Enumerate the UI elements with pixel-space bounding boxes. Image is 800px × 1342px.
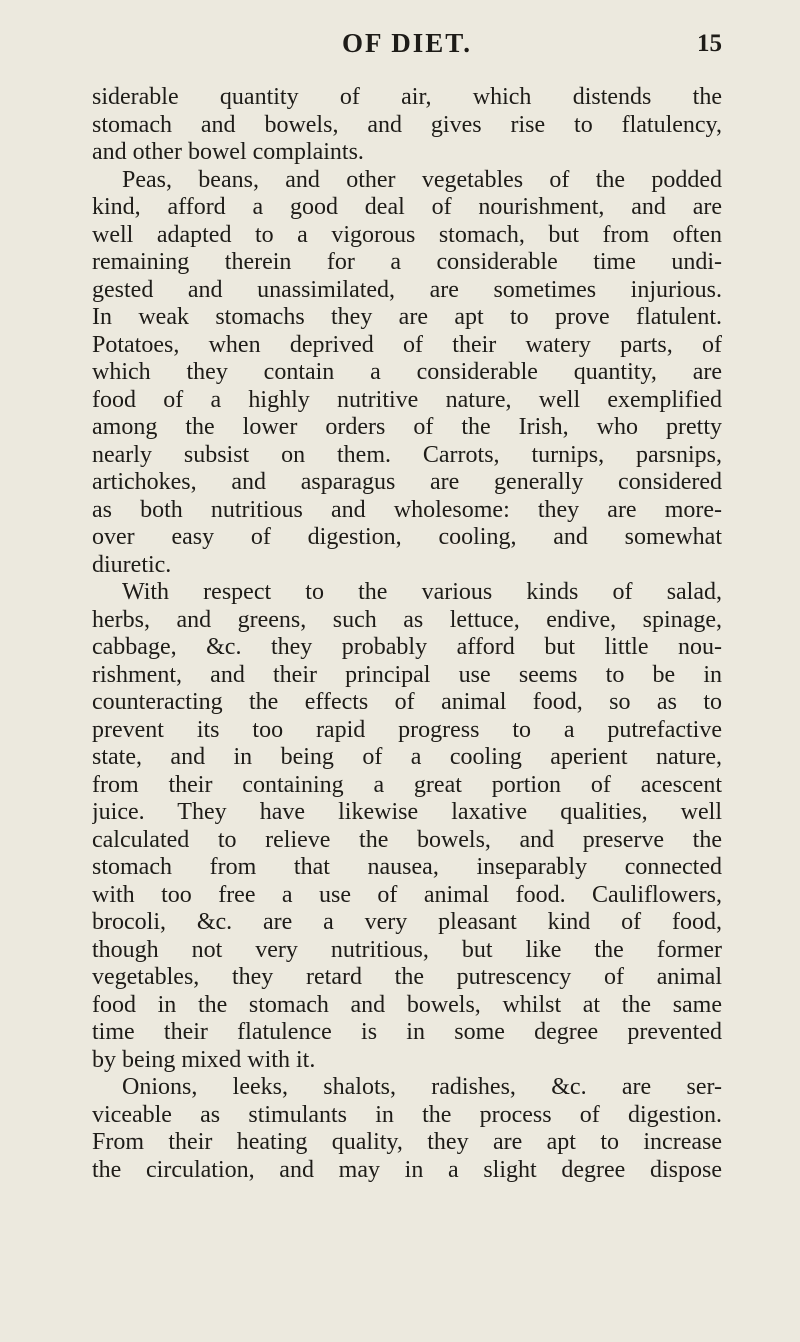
page-number: 15 bbox=[697, 30, 722, 57]
text-line: From their heating quality, they are apt to increase bbox=[92, 1129, 722, 1155]
text-line: diuretic. bbox=[92, 551, 172, 578]
text-line: nearly subsist on them. Carrots, turnips, parsnips, bbox=[92, 441, 722, 468]
text-line: remaining therein for a considerable time undi- bbox=[92, 249, 722, 275]
text-line: In weak stomachs they are apt to prove flatulent. bbox=[92, 304, 722, 330]
text-line: vegetables, they retard the putrescency of animal bbox=[92, 964, 722, 990]
text-line: as both nutritious and wholesome: they are more- bbox=[92, 496, 722, 523]
text-line: from their containing a great portion of acescent bbox=[92, 771, 722, 798]
text-line: artichokes, and asparagus are generally considered bbox=[92, 469, 722, 495]
text-line: kind, afford a good deal of nourishment, and are bbox=[92, 194, 722, 220]
running-title: OF DIET. bbox=[341, 28, 472, 58]
body-text bbox=[92, 84, 722, 1184]
text-line: food in the stomach and bowels, whilst at the same bbox=[92, 991, 722, 1018]
text-line: prevent its too rapid progress to a putrefactive bbox=[92, 716, 722, 743]
text-line: rishment, and their principal use seems to be in bbox=[92, 661, 722, 688]
text-line: well adapted to a vigorous stomach, but from often bbox=[92, 221, 722, 248]
text-line: stomach and bowels, and gives rise to flatulency, bbox=[92, 111, 722, 138]
text-line: herbs, and greens, such as lettuce, endive, spinage, bbox=[92, 606, 722, 633]
text-line: which they contain a considerable quantity, are bbox=[92, 359, 722, 385]
text-line: cabbage, &c. they probably afford but little nou- bbox=[92, 634, 722, 660]
text-line: time their flatulence is in some degree prevented bbox=[92, 1019, 722, 1045]
text-line: Potatoes, when deprived of their watery parts, of bbox=[92, 331, 722, 358]
text-line: and other bowel complaints. bbox=[92, 139, 364, 165]
text-line: state, and in being of a cooling aperient nature, bbox=[92, 744, 722, 770]
text-line: brocoli, &c. are a very pleasant kind of food, bbox=[92, 909, 722, 935]
text-line: counteracting the effects of animal food, so as to bbox=[92, 689, 722, 715]
text-line: with too free a use of animal food. Cauliflowers, bbox=[92, 881, 722, 908]
text-line: over easy of digestion, cooling, and somewhat bbox=[92, 524, 722, 550]
text-line: With respect to the various kinds of salad, bbox=[122, 579, 722, 605]
text-line: the circulation, and may in a slight degree dispose bbox=[92, 1156, 722, 1183]
text-line: juice. They have likewise laxative qualities, well bbox=[92, 799, 722, 825]
text-line: stomach from that nausea, inseparably connected bbox=[92, 854, 722, 880]
text-line: calculated to relieve the bowels, and preserve the bbox=[92, 826, 722, 853]
text-line: food of a highly nutritive nature, well exemplified bbox=[92, 386, 722, 413]
text-line: gested and unassimilated, are sometimes injurious. bbox=[92, 276, 722, 303]
page-header bbox=[92, 28, 722, 68]
text-line: among the lower orders of the Irish, who pretty bbox=[92, 414, 722, 440]
text-line: viceable as stimulants in the process of digestion. bbox=[92, 1101, 722, 1128]
text-line: Peas, beans, and other vegetables of the podded bbox=[122, 166, 722, 193]
text-line: Onions, leeks, shalots, radishes, &c. are ser- bbox=[122, 1074, 722, 1100]
text-line: siderable quantity of air, which distends the bbox=[92, 84, 722, 110]
text-line: though not very nutritious, but like the former bbox=[92, 936, 722, 963]
text-line: by being mixed with it. bbox=[92, 1046, 316, 1073]
